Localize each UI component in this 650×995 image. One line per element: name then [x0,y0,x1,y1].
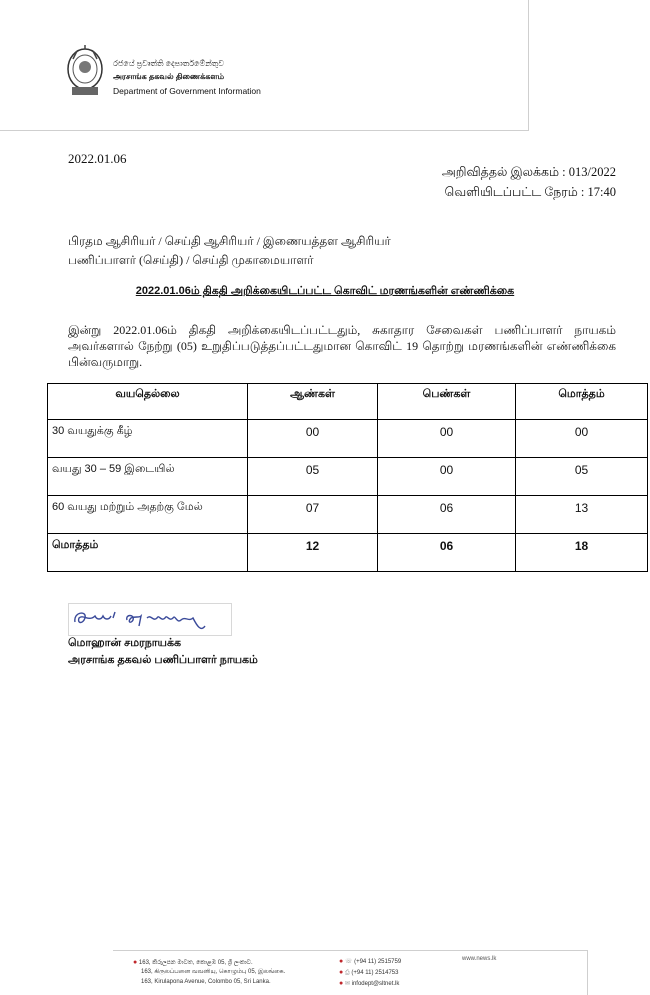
header-age-range: வயதெல்லை [48,384,248,420]
table-row [48,496,648,534]
male-count-cell: 07 [248,496,378,534]
signatory-title: அரசாங்க தகவல் பணிப்பாளர் நாயகம் [68,654,258,666]
email-text: infodept@sltnet.lk [351,981,400,987]
document-heading: 2022.01.06ம் திகதி அறிக்கையிடப்பட்ட கொவிட் மரணங்களின் எண்ணிக்கை [135,285,515,297]
table-header-row [48,384,648,420]
male-count-cell: 00 [248,420,378,458]
age-range-cell: வயது 30 – 59 இடையில் [48,458,248,496]
phone-icon: ● [339,958,344,965]
table-row [48,458,648,496]
dept-name-english: Department of Government Information [113,86,261,96]
footer-address-text: 163, කිරුලපන මාවත, කොළඹ 05, ශ්‍රී ලංකාව. [138,960,253,966]
addressee-line-1: பிரதம ஆசிரியர் / செய்தி ஆசிரியர் / இணையத்தள ஆசிரியர் [68,234,391,248]
total-count-cell: 13 [516,496,648,534]
email-icon: ● [339,980,344,987]
total-count-cell: 05 [516,458,648,496]
table-row [48,420,648,458]
fax-icon: ● [339,969,344,976]
bullet-icon: ● [133,959,138,966]
fax-icon: ⎙ [344,970,350,976]
body-paragraph: இன்று 2022.01.06ம் திகதி அறிக்கையிடப்பட்டதும், சுகாதார சேவைகள் பணிப்பாளர் நாயகம் அவர்களால் நேற்று (05) உறுதிப்படுத்தப்பட்டதுமான கொவிட் 19 தொற்று மரணங்களின் எண்ணிக்கை பின்வருமாறு. [68,323,616,369]
female-count-cell: 00 [378,458,516,496]
age-range-cell: 30 வயதுக்கு கீழ் [48,420,248,458]
footer-email [339,980,399,987]
footer-website[interactable]: www.news.lk [462,956,497,962]
female-count-cell: 00 [378,420,516,458]
table-total-row [48,534,648,572]
footer-address-sinhala [133,959,253,967]
footer-phone-2 [339,969,399,977]
phone-icon: ☏ [344,959,353,965]
addressee-line-2: பணிப்பாளர் (செய்தி) / செய்தி முகாமையாளர் [68,253,314,267]
grand-total-cell: 18 [516,534,648,572]
signature-image [68,603,232,636]
email-icon: ✉ [344,981,350,987]
deaths-table [47,383,648,572]
female-count-cell: 06 [378,496,516,534]
total-count-cell: 00 [516,420,648,458]
footer-phone-1 [339,958,401,965]
footer-address-english: 163, Kirulapona Avenue, Colombo 05, Sri Lanka. [141,979,271,985]
male-total-cell: 12 [248,534,378,572]
male-count-cell: 05 [248,458,378,496]
release-time: வெளியிடப்பட்ட நேரம் : 17:40 [444,185,616,199]
signatory-name: மொஹான் சமரநாயக்க [68,637,182,649]
phone-1-text: (+94 11) 2515759 [354,959,402,965]
dept-name-sinhala: රජයේ ප්‍රවෘත්ති දෙපාර්තමේන්තුව [113,59,225,68]
phone-2-text: (+94 11) 2514753 [351,970,399,976]
header-male: ஆண்கள் [248,384,378,420]
female-total-cell: 06 [378,534,516,572]
header-female: பெண்கள் [378,384,516,420]
government-emblem-icon [66,45,104,97]
total-label-cell: மொத்தம் [48,534,248,572]
document-date: 2022.01.06 [68,151,127,166]
dept-name-tamil: அரசாங்க தகவல் திணைக்களம் [113,72,225,81]
footer-address-tamil: 163, கிருலப்பனை வவனியு, கொழும்பு 05, இலங்கை. [141,969,286,975]
age-range-cell: 60 வயது மற்றும் அதற்கு மேல் [48,496,248,534]
header-total: மொத்தம் [516,384,648,420]
notice-number: அறிவித்தல் இலக்கம் : 013/2022 [441,165,616,179]
